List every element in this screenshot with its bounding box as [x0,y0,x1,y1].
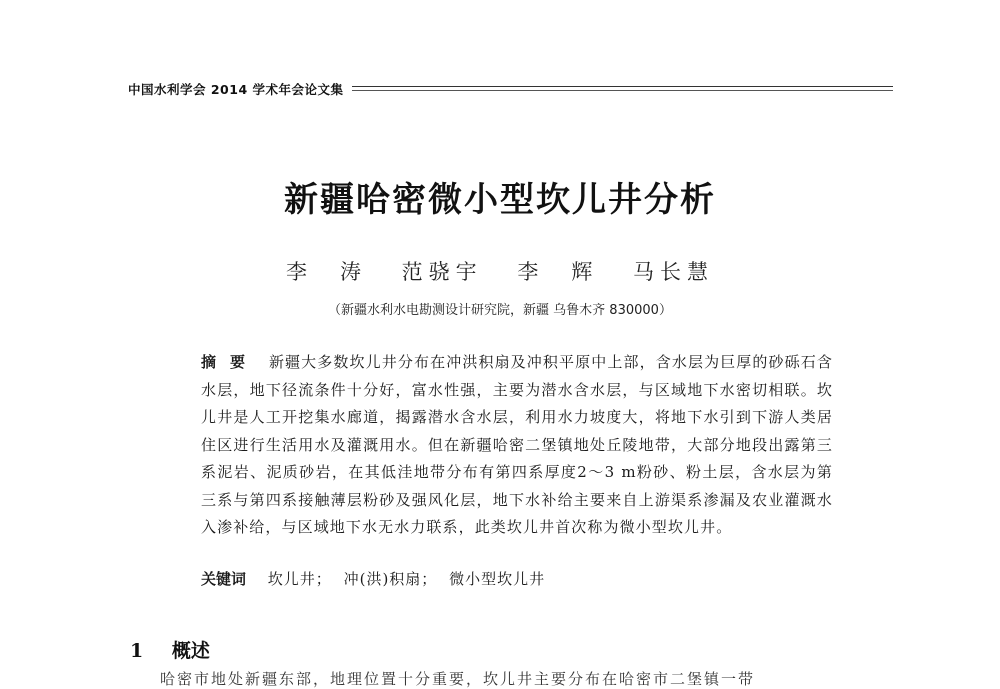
running-head-text: 中国水利学会 2014 学术年会论文集 [128,82,344,97]
section-heading [130,636,210,663]
keywords [201,568,551,589]
running-head-rule [352,85,894,93]
section-number: 1 [130,640,144,662]
keyword: 微小型坎儿井 [449,570,546,588]
affiliation: （新疆水利水电勘测设计研究院，新疆 乌鲁木齐 830000） [328,303,672,318]
abstract-label: 摘要 [201,353,260,371]
running-head [128,80,893,98]
abstract-text: 新疆大多数坎儿井分布在冲洪积扇及冲积平原中上部，含水层为巨厚的砂砾石含水层，地下径流条件十分好，富水性强，主要为潜水含水层，与区域地下水密切相联。坎儿井是人工开挖集水廊道，揭露潜水含水层，利用水力坡度大，将地下水引到下游人类居住区进行生活用水及灌溉用水。但在新疆哈密二堡镇地处丘陵地带，大部分地段出露第三系泥岩、泥质砂岩，在其低洼地带分布有第四系厚度2～3 m粉砂、粉土层，含水层为第三系与第四系接触薄层粉砂及强风化层，地下水补给主要来自上游渠系渗漏及农业灌溉水入渗补给，与区域地下水无水力联系，此类坎儿井首次称为微小型坎儿井。 [201,353,833,536]
author-list [0,256,1000,286]
body-text-partial: 哈密市地处新疆东部，地理位置十分重要，坎儿井主要分布在哈密市二堡镇一带 [160,670,756,688]
paper-title: 新疆哈密微小型坎儿井分析 [284,180,716,220]
author: 李 辉 [517,260,599,284]
keyword: 坎儿井； [267,570,332,588]
author: 李 涛 [285,260,367,284]
keywords-label: 关键词 [201,570,247,588]
author: 范骁宇 [401,260,483,284]
author: 马长慧 [633,260,715,284]
abstract [201,349,833,542]
keyword: 冲(洪)积扇； [343,570,438,588]
section-title: 概述 [171,640,210,662]
